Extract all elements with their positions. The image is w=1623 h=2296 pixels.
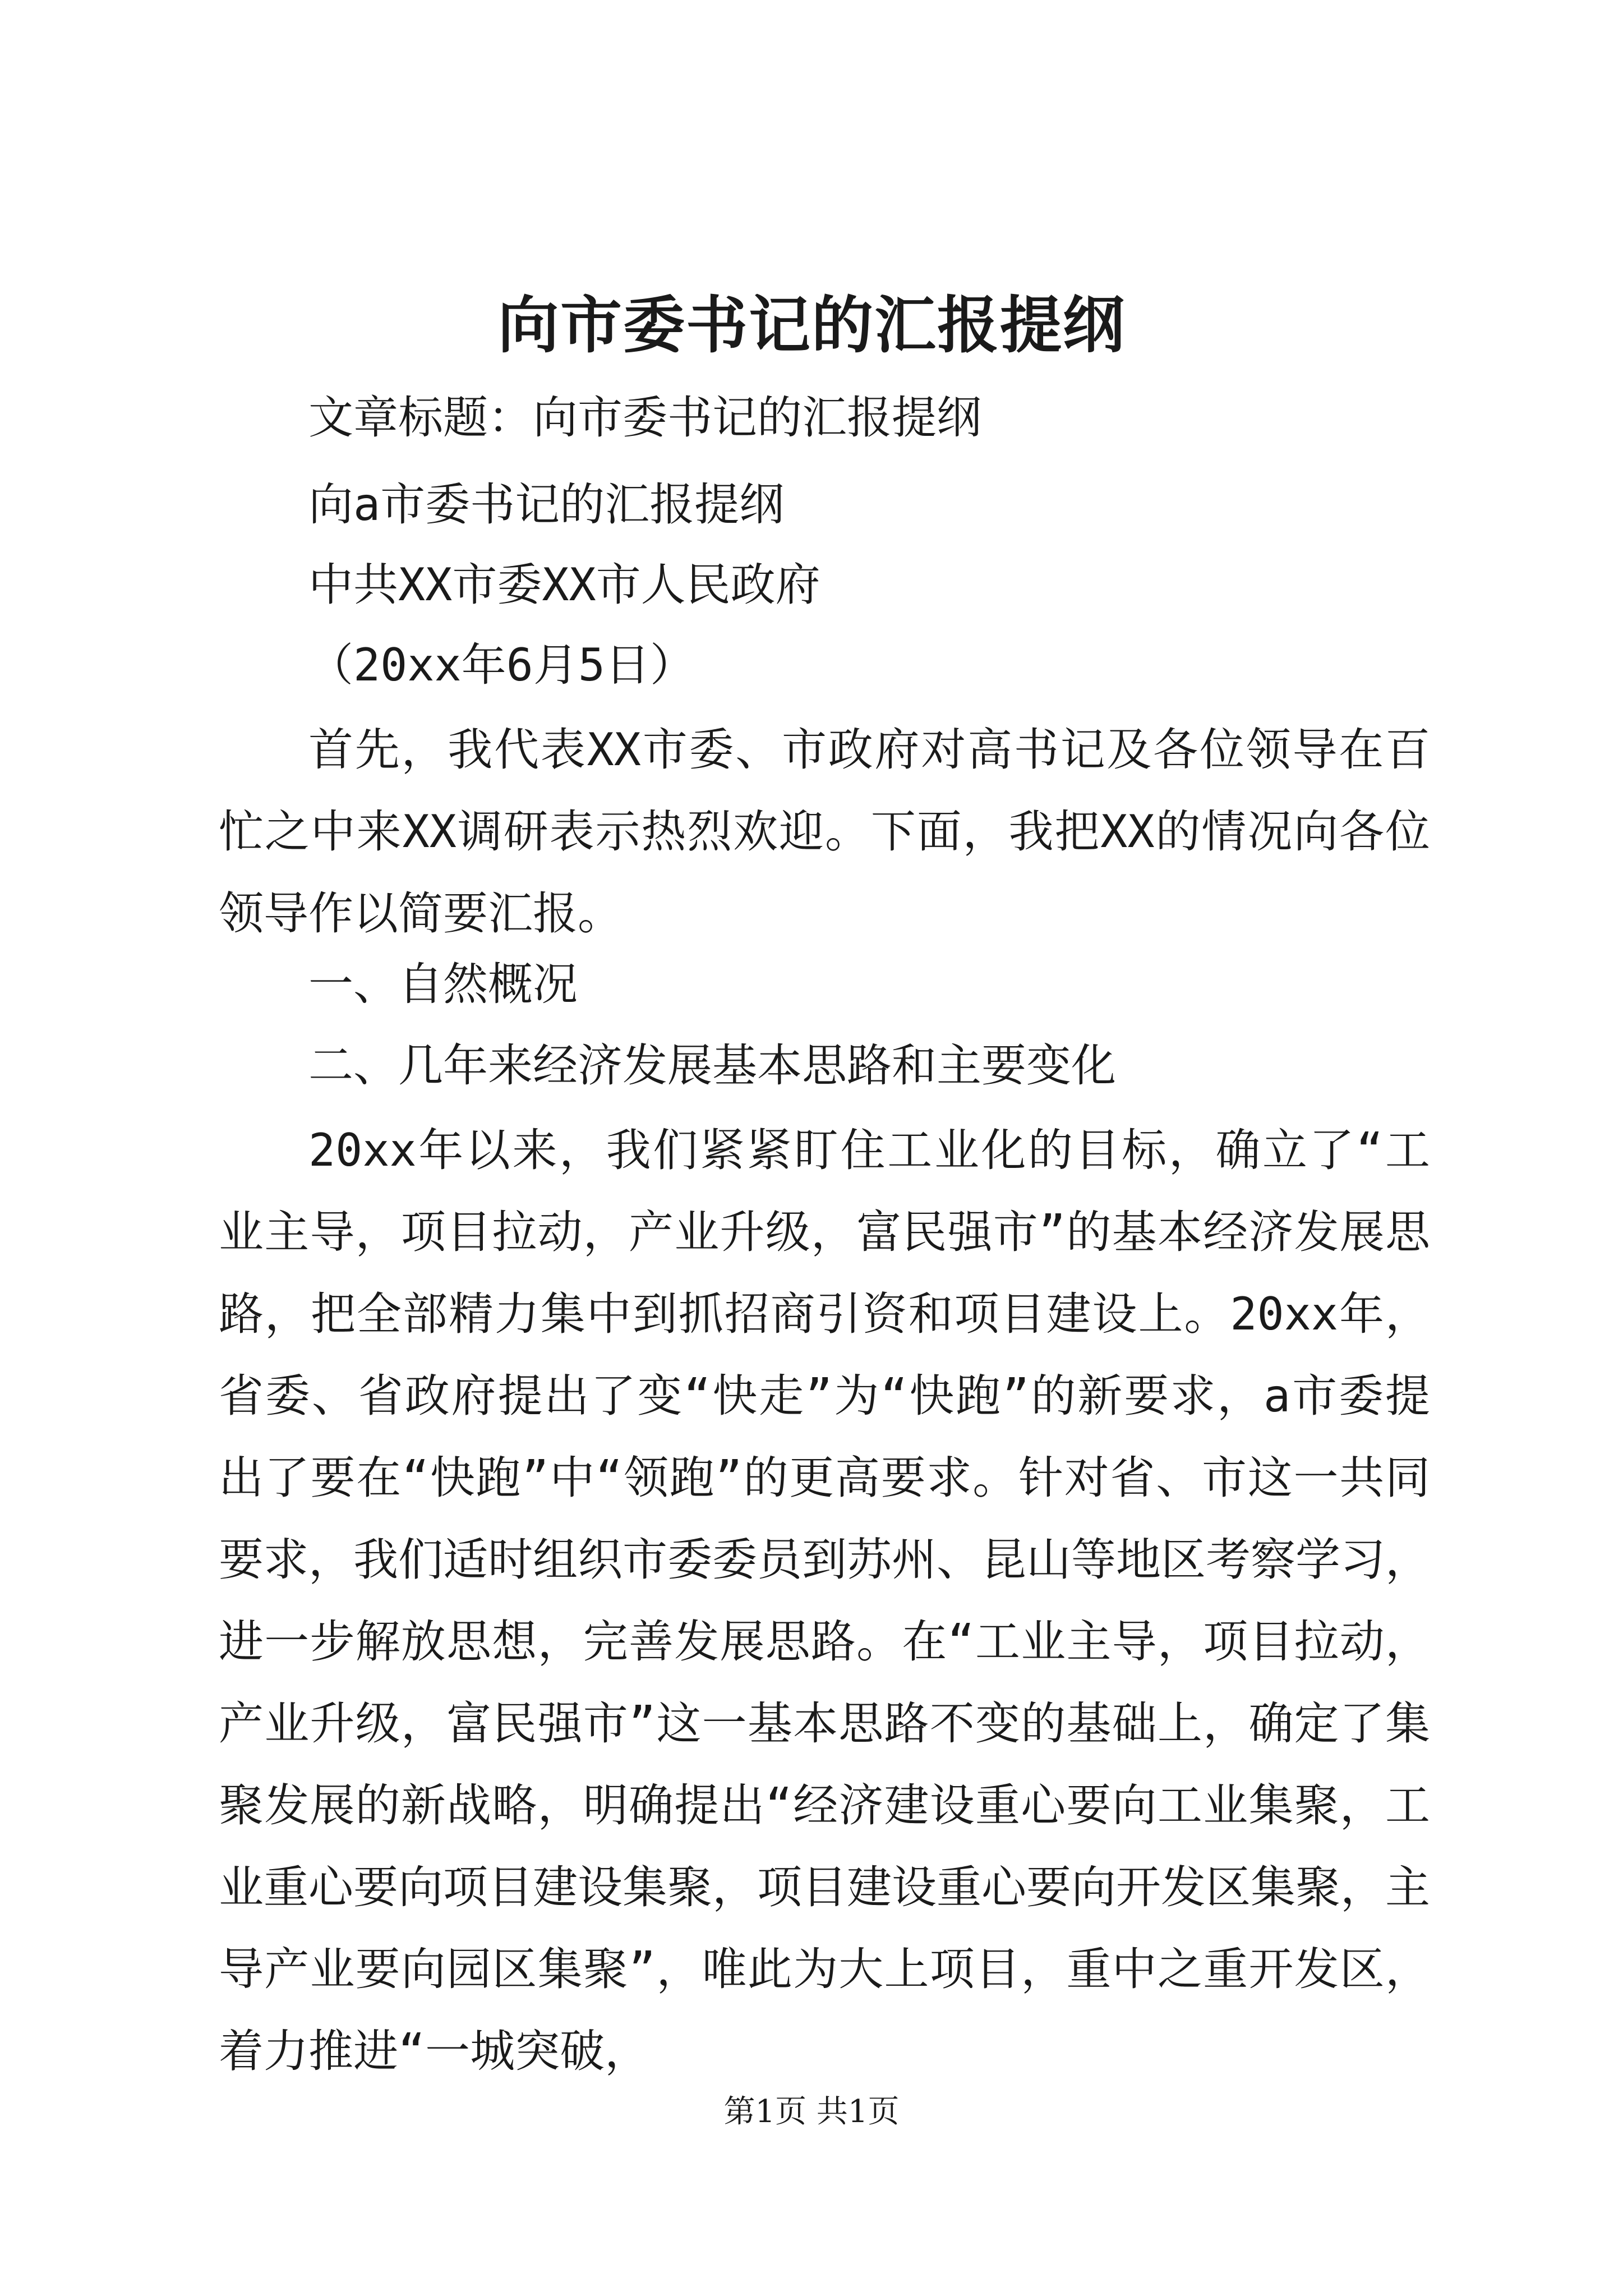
intro-paragraph: 首先，我代表XX市委、市政府对高书记及各位领导在百忙之中来XX调研表示热烈欢迎。下面，我把XX的情况向各位领导作以简要汇报。 [219,724,1430,940]
section-heading-2: 二、几年来经济发展基本思路和主要变化 [308,1039,1116,1092]
section-heading-1: 一、自然概况 [308,958,578,1010]
main-paragraph: 20xx年以来，我们紧紧盯住工业化的目标，确立了“工业主导，项目拉动，产业升级，富民强市”的基本经济发展思路，把全部精力集中到抓招商引资和项目建设上。20xx年，省委、省政府提出了变“快走”为“快跑”的新要求，a市委提出了要在“快跑”中“领跑”的更高要求。针对省、市这一共同要求，我们适时组织市委委员到苏州、昆山等地区考察学习，进一步解放思想，完善发展思路。在“工业主导，项目拉动，产业升级，富民强市”这一基本思路不变的基础上，确定了集聚发展的新战略，明确提出“经济建设重心要向工业集聚，工业重心要向项目建设集聚，项目建设重心要向开发区集聚，主导产业要向园区集聚”，唯此为大上项目，重中之重开发区，着力推进“一城突破， [219,1124,1430,2077]
document-title: 向市委书记的汇报提纲 [497,289,1126,361]
date-line: （20xx年6月5日） [308,639,695,691]
report-subtitle-line: 向a市委书记的汇报提纲 [308,478,785,531]
page-footer: 第1页 共1页 [723,2093,900,2130]
issuer-line: 中共XX市委XX市人民政府 [308,559,820,611]
article-title-line: 文章标题：向市委书记的汇报提纲 [308,392,981,444]
